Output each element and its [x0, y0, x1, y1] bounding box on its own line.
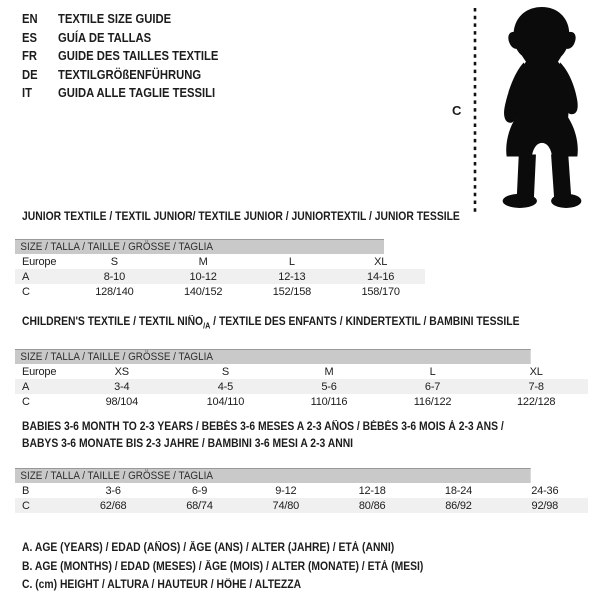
table-cell: 74/80	[272, 499, 300, 512]
language-label: GUIDE DES TAILLES TEXTILE	[58, 49, 219, 64]
table-cell: 86/92	[445, 499, 472, 512]
table-cell: 104/110	[206, 395, 245, 408]
row-label: A	[22, 270, 30, 283]
language-row	[22, 10, 218, 29]
table-cell: 122/128	[516, 395, 556, 408]
table-cell: XS	[114, 365, 129, 378]
footnotes	[22, 539, 468, 595]
table-cell: S	[221, 365, 229, 378]
table-cell: 3-6	[105, 484, 121, 497]
table-cell: XL	[374, 255, 388, 268]
row-label: Europe	[22, 255, 57, 268]
table-cell: 24-36	[531, 484, 559, 497]
table-row	[15, 269, 425, 284]
junior-size-table	[15, 239, 425, 299]
table-cell: 12-18	[358, 484, 386, 497]
table-cell: 18-24	[444, 484, 473, 497]
table-row	[15, 364, 588, 379]
language-label: GUÍA DE TALLAS	[58, 30, 152, 45]
table-cell: 80/86	[358, 499, 386, 512]
table-cell: 128/140	[95, 285, 134, 298]
table-cell: 98/104	[105, 395, 139, 408]
table-row	[15, 254, 425, 269]
table-cell: 116/122	[413, 395, 452, 408]
row-label: C	[22, 499, 30, 512]
table-cell: 6-9	[191, 484, 208, 497]
row-label: C	[22, 395, 30, 408]
language-legend	[22, 10, 240, 103]
table-cell: M	[198, 255, 208, 268]
table-cell: S	[110, 255, 118, 268]
babies-table-rows	[15, 483, 588, 513]
height-measure-dashed-line	[472, 8, 478, 212]
table-cell: 4-5	[217, 380, 234, 393]
table-cell: 12-13	[278, 270, 306, 283]
table-cell: 6-7	[424, 380, 441, 393]
table-cell: 140/152	[183, 285, 223, 298]
row-label: B	[22, 484, 30, 497]
babies-section-title-line2: BABYS 3-6 MONATE BIS 2-3 JAHRE / BAMBINI 3-6 MESI A 2-3 ANNI	[22, 438, 354, 450]
table-row	[15, 284, 425, 299]
table-cell: 110/116	[310, 395, 348, 408]
language-row	[22, 66, 218, 85]
babies-size-table	[15, 468, 588, 513]
children-size-table	[15, 349, 588, 409]
table-cell: 7-8	[528, 380, 544, 393]
children-section-title	[22, 316, 520, 332]
language-code: EN	[22, 12, 38, 27]
row-label: A	[22, 380, 30, 393]
table-cell: 62/68	[99, 499, 127, 512]
language-row	[22, 84, 218, 103]
table-cell: 9-12	[275, 484, 297, 497]
children-title-part1: CHILDREN'S TEXTILE / TEXTIL NIÑO	[22, 316, 204, 328]
table-cell: 152/158	[272, 285, 312, 298]
footnote-a: A. AGE (YEARS) / EDAD (AÑOS) / ÂGE (ANS) / ALTER (JAHRE) / ETÀ (ANNI)	[22, 542, 395, 555]
language-code: IT	[22, 86, 32, 101]
language-label: GUIDA ALLE TAGLIE TESSILI	[58, 86, 216, 101]
table-cell: L	[288, 255, 295, 268]
language-code: DE	[22, 67, 38, 82]
footnote-c: C. (cm) HEIGHT / ALTURA / HAUTEUR / HÖHE / ALTEZZA	[22, 579, 302, 592]
table-cell: 68/74	[186, 499, 213, 512]
table-cell: M	[324, 365, 334, 378]
row-label: C	[22, 285, 30, 298]
table-row	[15, 394, 588, 409]
language-code: ES	[22, 30, 38, 45]
table-cell: 5-6	[321, 380, 337, 393]
size-header-bar: SIZE / TALLA / TAILLE / GRÖSSE / TAGLIA	[15, 239, 384, 254]
size-header-bar: SIZE / TALLA / TAILLE / GRÖSSE / TAGLIA	[15, 468, 531, 483]
table-cell: XL	[529, 365, 543, 378]
language-row	[22, 47, 218, 66]
children-table-rows	[15, 364, 588, 409]
table-cell: L	[429, 365, 436, 378]
junior-table-rows	[15, 254, 425, 299]
language-label: TEXTILE SIZE GUIDE	[58, 12, 172, 27]
table-row	[15, 483, 588, 498]
table-cell: 8-10	[103, 270, 125, 283]
table-cell: 92/98	[531, 499, 559, 512]
table-cell: 14-16	[367, 270, 395, 283]
row-label: Europe	[22, 365, 57, 378]
footnote-b: B. AGE (MONTHS) / EDAD (MESES) / ÂGE (MOIS) / ALTER (MONATE) / ETÀ (MESI)	[22, 560, 424, 573]
children-title-part2: / TEXTILE DES ENFANTS / KINDERTEXTIL / BAMBINI TESSILE	[210, 316, 520, 328]
size-header-bar: SIZE / TALLA / TAILLE / GRÖSSE / TAGLIA	[15, 349, 531, 364]
table-cell: 3-4	[114, 380, 130, 393]
height-measure-label: C	[452, 103, 462, 118]
baby-silhouette-icon	[486, 5, 598, 212]
table-row	[15, 498, 588, 513]
babies-section-title-line1: BABIES 3-6 MONTH TO 2-3 YEARS / BEBÉS 3-6 MESES A 2-3 AÑOS / BÉBÉS 3-6 MOIS À 2-3 ANS /	[22, 421, 504, 433]
table-cell: 158/170	[361, 285, 400, 298]
table-cell: 10-12	[189, 270, 217, 283]
language-label: TEXTILGRÖßENFÜHRUNG	[58, 67, 202, 82]
children-title-sub: /A	[203, 321, 211, 331]
junior-section-title: JUNIOR TEXTILE / TEXTIL JUNIOR/ TEXTILE JUNIOR / JUNIORTEXTIL / JUNIOR TESSILE	[22, 211, 460, 223]
language-code: FR	[22, 49, 38, 64]
language-row	[22, 29, 218, 48]
table-row	[15, 379, 588, 394]
